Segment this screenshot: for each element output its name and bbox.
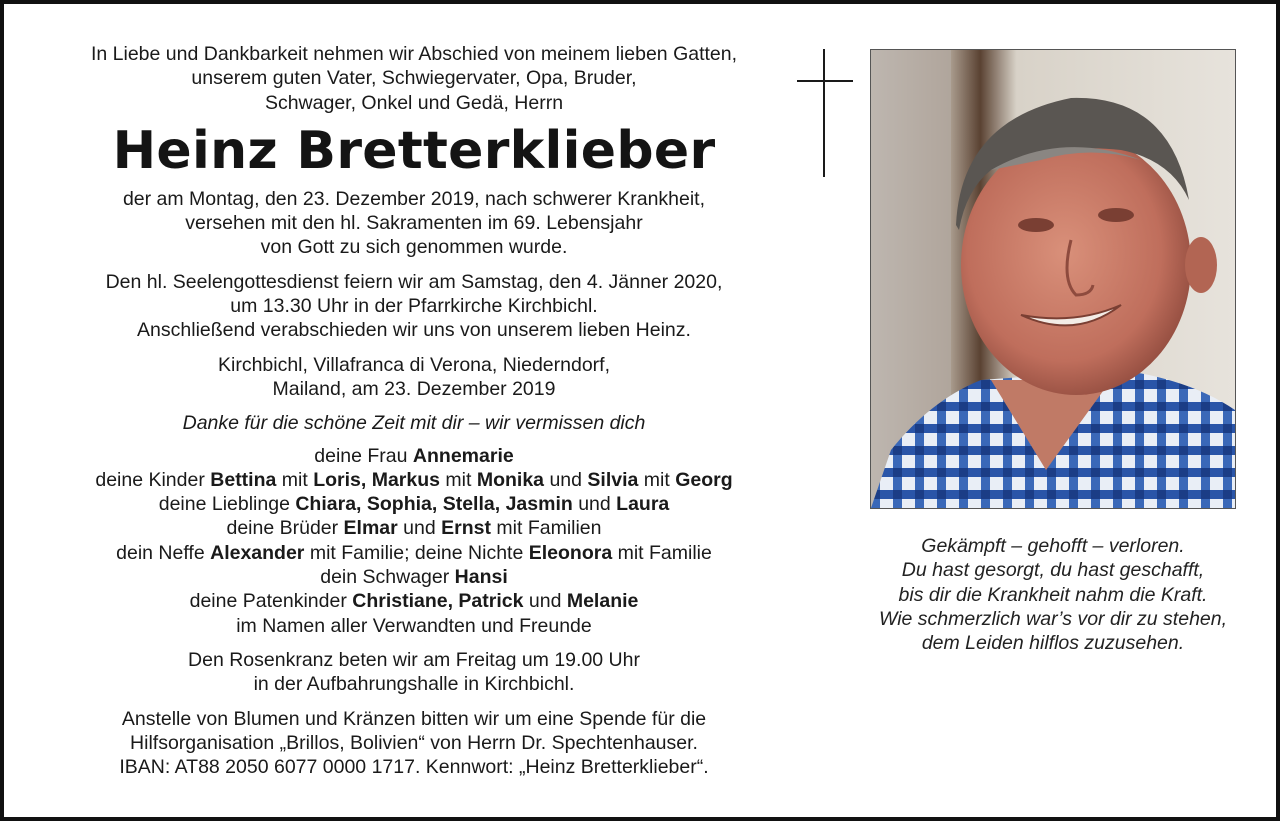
rosary-info (44, 648, 784, 697)
intro-line: Schwager, Onkel und Gedä, Herrn (264, 91, 564, 114)
mourner-nephew-niece: dein Neffe Alexander mit Familie; deine Nichte Eleonora mit Familie (116, 541, 712, 564)
mourner-children: deine Kinder Bettina mit Loris, Markus mit Monika und Silvia mit Georg (95, 468, 733, 491)
intro-line: In Liebe und Dankbarkeit nehmen wir Abschied von meinem lieben Gatten, (90, 43, 738, 65)
poem (844, 534, 1262, 655)
mourner-brother-in-law: dein Schwager Hansi (320, 566, 508, 589)
donation-info (44, 707, 784, 780)
thanks-line: Danke für die schöne Zeit mit dir – wir vermissen dich (182, 412, 646, 435)
mourners-list (44, 444, 784, 638)
mourner-closing: im Namen aller Verwandten und Freunde (236, 614, 592, 637)
poem-line: bis dir die Krankheit nahm die Kraft. (898, 583, 1208, 606)
poem-line: Wie schmerzlich war’s vor dir zu stehen, (878, 607, 1228, 630)
date-line: Mailand, am 23. Dezember 2019 (272, 377, 556, 400)
death-notice-line: versehen mit den hl. Sakramenten im 69. Lebensjahr (185, 212, 643, 235)
death-notice (44, 187, 784, 260)
mourner-wife: deine Frau Annemarie (314, 444, 514, 467)
obituary-text (44, 42, 784, 779)
donation-line: Hilfsorganisation „Brillos, Bolivien“ von Herrn Dr. Spechtenhauser. (130, 731, 698, 754)
place-line: Kirchbichl, Villafranca di Verona, Niederndorf, (217, 353, 611, 376)
poem-line: Gekämpft – gehofft – verloren. (921, 535, 1185, 557)
service-info (44, 270, 784, 343)
intro-line: unserem guten Vater, Schwiegervater, Opa, Bruder, (191, 67, 637, 90)
poem-line: dem Leiden hilflos zuzusehen. (921, 632, 1185, 655)
mourner-brothers: deine Brüder Elmar und Ernst mit Familien (226, 517, 602, 540)
place-date (44, 353, 784, 402)
service-line: um 13.30 Uhr in der Pfarrkirche Kirchbichl. (230, 295, 598, 318)
death-notice-line: der am Montag, den 23. Dezember 2019, nach schwerer Krankheit, (122, 187, 706, 210)
rosary-line: in der Aufbahrungshalle in Kirchbichl. (253, 673, 575, 696)
portrait-photo (870, 49, 1236, 509)
cross-icon (797, 49, 853, 177)
rosary-line: Den Rosenkranz beten wir am Freitag um 19.00 Uhr (188, 648, 640, 671)
service-line: Anschließend verabschieden wir uns von unserem lieben Heinz. (137, 319, 691, 342)
deceased-name: Heinz Bretterklieber (112, 120, 716, 181)
service-line: Den hl. Seelengottesdienst feiern wir am Samstag, den 4. Jänner 2020, (105, 270, 723, 293)
mourner-godchildren: deine Patenkinder Christiane, Patrick und Melanie (189, 590, 639, 613)
donation-line: IBAN: AT88 2050 6077 0000 1717. Kennwort: „Heinz Bretterklieber“. (119, 756, 709, 779)
poem-line: Du hast gesorgt, du hast geschafft, (901, 559, 1205, 582)
donation-line: Anstelle von Blumen und Kränzen bitten wir um eine Spende für die (121, 707, 707, 730)
intro-text (44, 42, 784, 115)
death-notice-line: von Gott zu sich genommen wurde. (260, 236, 568, 259)
mourner-grandchildren: deine Lieblinge Chiara, Sophia, Stella, Jasmin und Laura (158, 493, 670, 516)
